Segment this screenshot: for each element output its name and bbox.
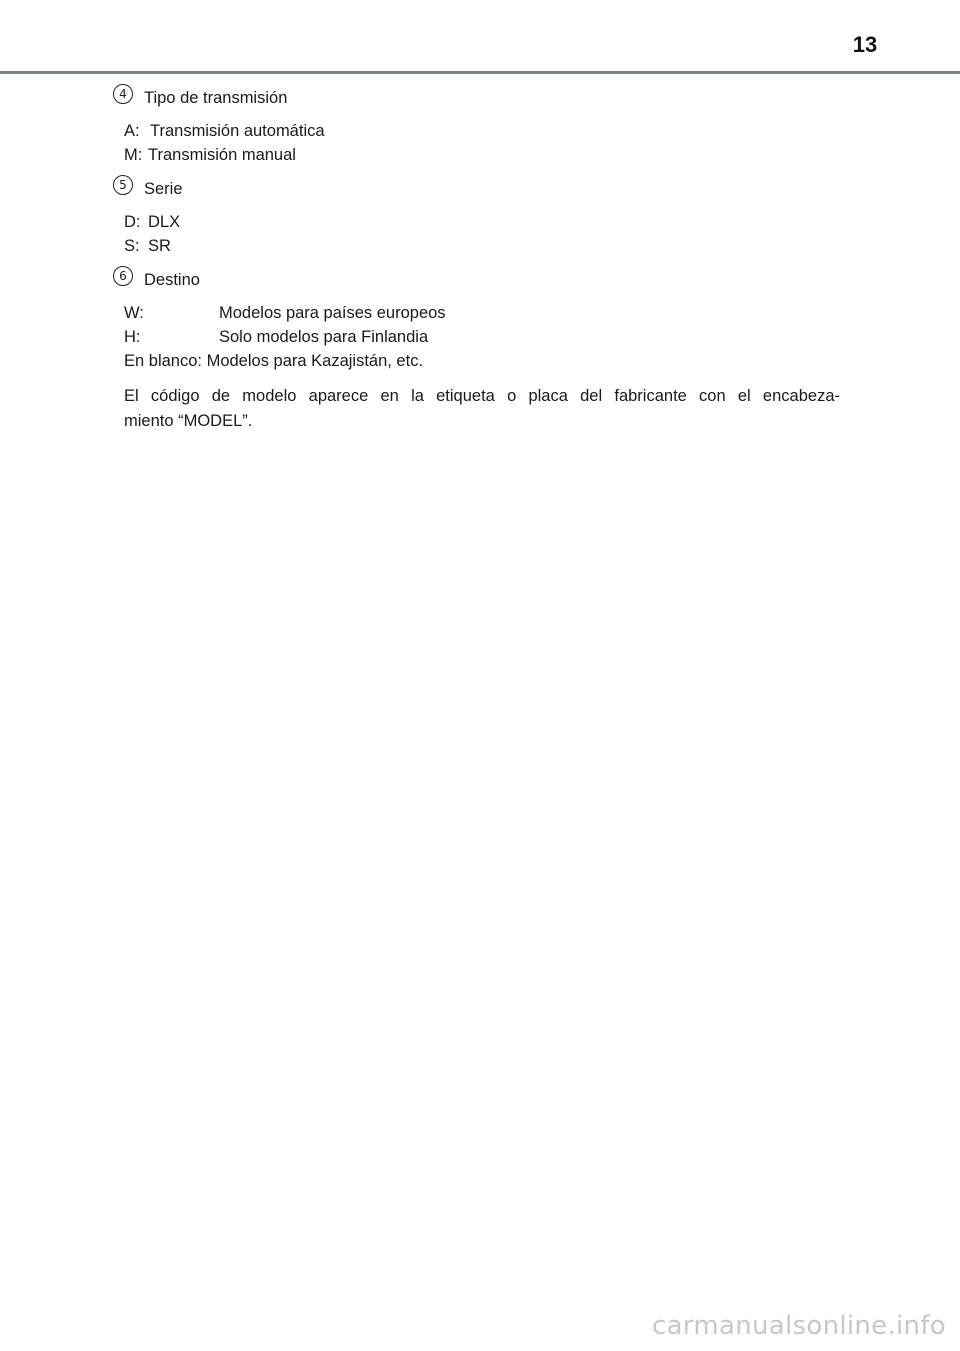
item-text: Solo modelos para Finlandia (219, 328, 429, 346)
note-line: El código de modelo aparece en la etiqueta o placa del fabricante con el encabeza- (124, 387, 840, 405)
section-heading-series (113, 177, 183, 201)
circled-number-icon: 5 (113, 175, 133, 195)
item-text: Transmisión manual (148, 146, 296, 164)
item-text: Modelos para Kazajistán, etc. (206, 352, 424, 370)
section-title: Serie (144, 179, 183, 198)
circled-number-icon: 4 (113, 84, 133, 104)
note-line: miento “MODEL”. (124, 412, 253, 430)
list-item (124, 210, 180, 234)
item-text: Modelos para países europeos (219, 304, 446, 322)
item-code: D: (124, 213, 141, 231)
list-item (124, 234, 171, 258)
model-code-note (124, 384, 840, 434)
item-code: W: (124, 304, 144, 322)
item-text: Transmisión automática (150, 122, 325, 140)
section-heading-transmission (113, 86, 287, 110)
list-item (124, 143, 296, 167)
list-item (124, 325, 428, 349)
item-code: En blanco: (124, 352, 202, 370)
header-rule (0, 71, 960, 74)
item-code: M: (124, 146, 143, 164)
circled-number-icon: 6 (113, 266, 133, 286)
section-title: Tipo de transmisión (144, 88, 288, 107)
page-number: 13 (852, 32, 878, 57)
item-code: H: (124, 328, 141, 346)
list-item (124, 349, 423, 373)
item-text: SR (148, 237, 171, 255)
watermark: carmanualsonline.info (651, 1311, 946, 1341)
item-code: A: (124, 122, 140, 140)
list-item (124, 301, 446, 325)
section-heading-destination (113, 268, 200, 292)
list-item (124, 119, 325, 143)
section-title: Destino (144, 270, 200, 289)
item-code: S: (124, 237, 140, 255)
item-text: DLX (148, 213, 181, 231)
